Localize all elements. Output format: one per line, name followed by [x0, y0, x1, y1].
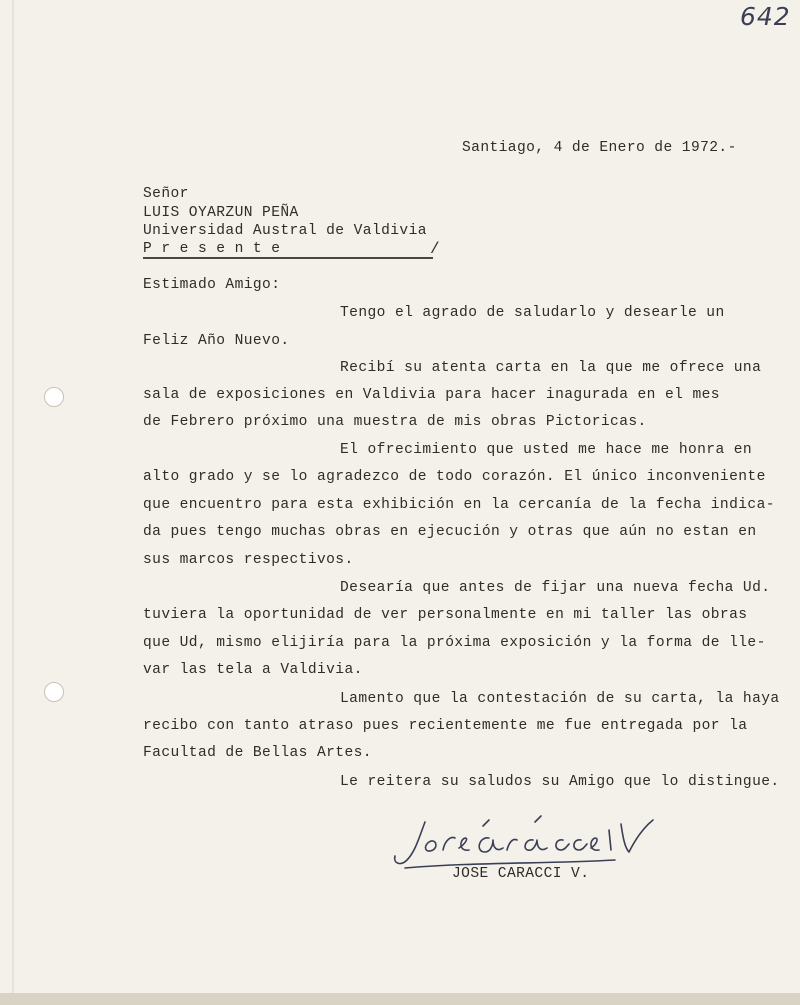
recipient-name: LUIS OYARZUN PEÑA [143, 205, 299, 221]
body-line: recibo con tanto atraso pues recientemente me fue entregada por la [143, 718, 748, 734]
body-line: tuviera la oportunidad de ver personalmente en mi taller las obras [143, 607, 748, 623]
recipient-presente: P r e s e n t e [143, 241, 281, 257]
body-line: de Febrero próximo una muestra de mis obras Pictoricas. [143, 414, 647, 430]
body-line: que encuentro para esta exhibición en la cercanía de la fecha indica- [143, 497, 775, 513]
date-line: Santiago, 4 de Enero de 1972.- [462, 140, 737, 156]
body-line: Recibí su atenta carta en la que me ofrece una [340, 360, 762, 376]
recipient-title: Señor [143, 186, 189, 202]
presente-slash: / [430, 240, 440, 258]
body-line: sus marcos respectivos. [143, 552, 354, 568]
body-line: El ofrecimiento que usted me hace me honra en [340, 442, 753, 458]
recipient-institution: Universidad Austral de Valdivia [143, 223, 427, 239]
signature-name: JOSE CARACCI V. [452, 866, 590, 882]
archive-number: 642 [740, 2, 791, 31]
body-line: alto grado y se lo agradezco de todo corazón. El único inconveniente [143, 469, 766, 485]
punch-hole [44, 387, 64, 407]
body-line: Tengo el agrado de saludarlo y desearle un [340, 305, 725, 321]
body-line: Lamento que la contestación de su carta, la haya [340, 691, 780, 707]
presente-underline [143, 257, 433, 259]
body-line: Facultad de Bellas Artes. [143, 745, 372, 761]
body-line: Le reitera su saludos su Amigo que lo distingue. [340, 774, 780, 790]
body-line: var las tela a Valdivia. [143, 662, 363, 678]
body-line: da pues tengo muchas obras en ejecución y otras que aún no estan en [143, 524, 757, 540]
body-line: sala de exposiciones en Valdivia para hacer inagurada en el mes [143, 387, 720, 403]
body-line: Feliz Año Nuevo. [143, 333, 290, 349]
body-line: Desearía que antes de fijar una nueva fecha Ud. [340, 580, 771, 596]
punch-hole [44, 682, 64, 702]
body-line: que Ud, mismo elijiría para la próxima exposición y la forma de lle- [143, 635, 766, 651]
greeting: Estimado Amigo: [143, 277, 281, 293]
page-fold-shadow [12, 0, 15, 1005]
